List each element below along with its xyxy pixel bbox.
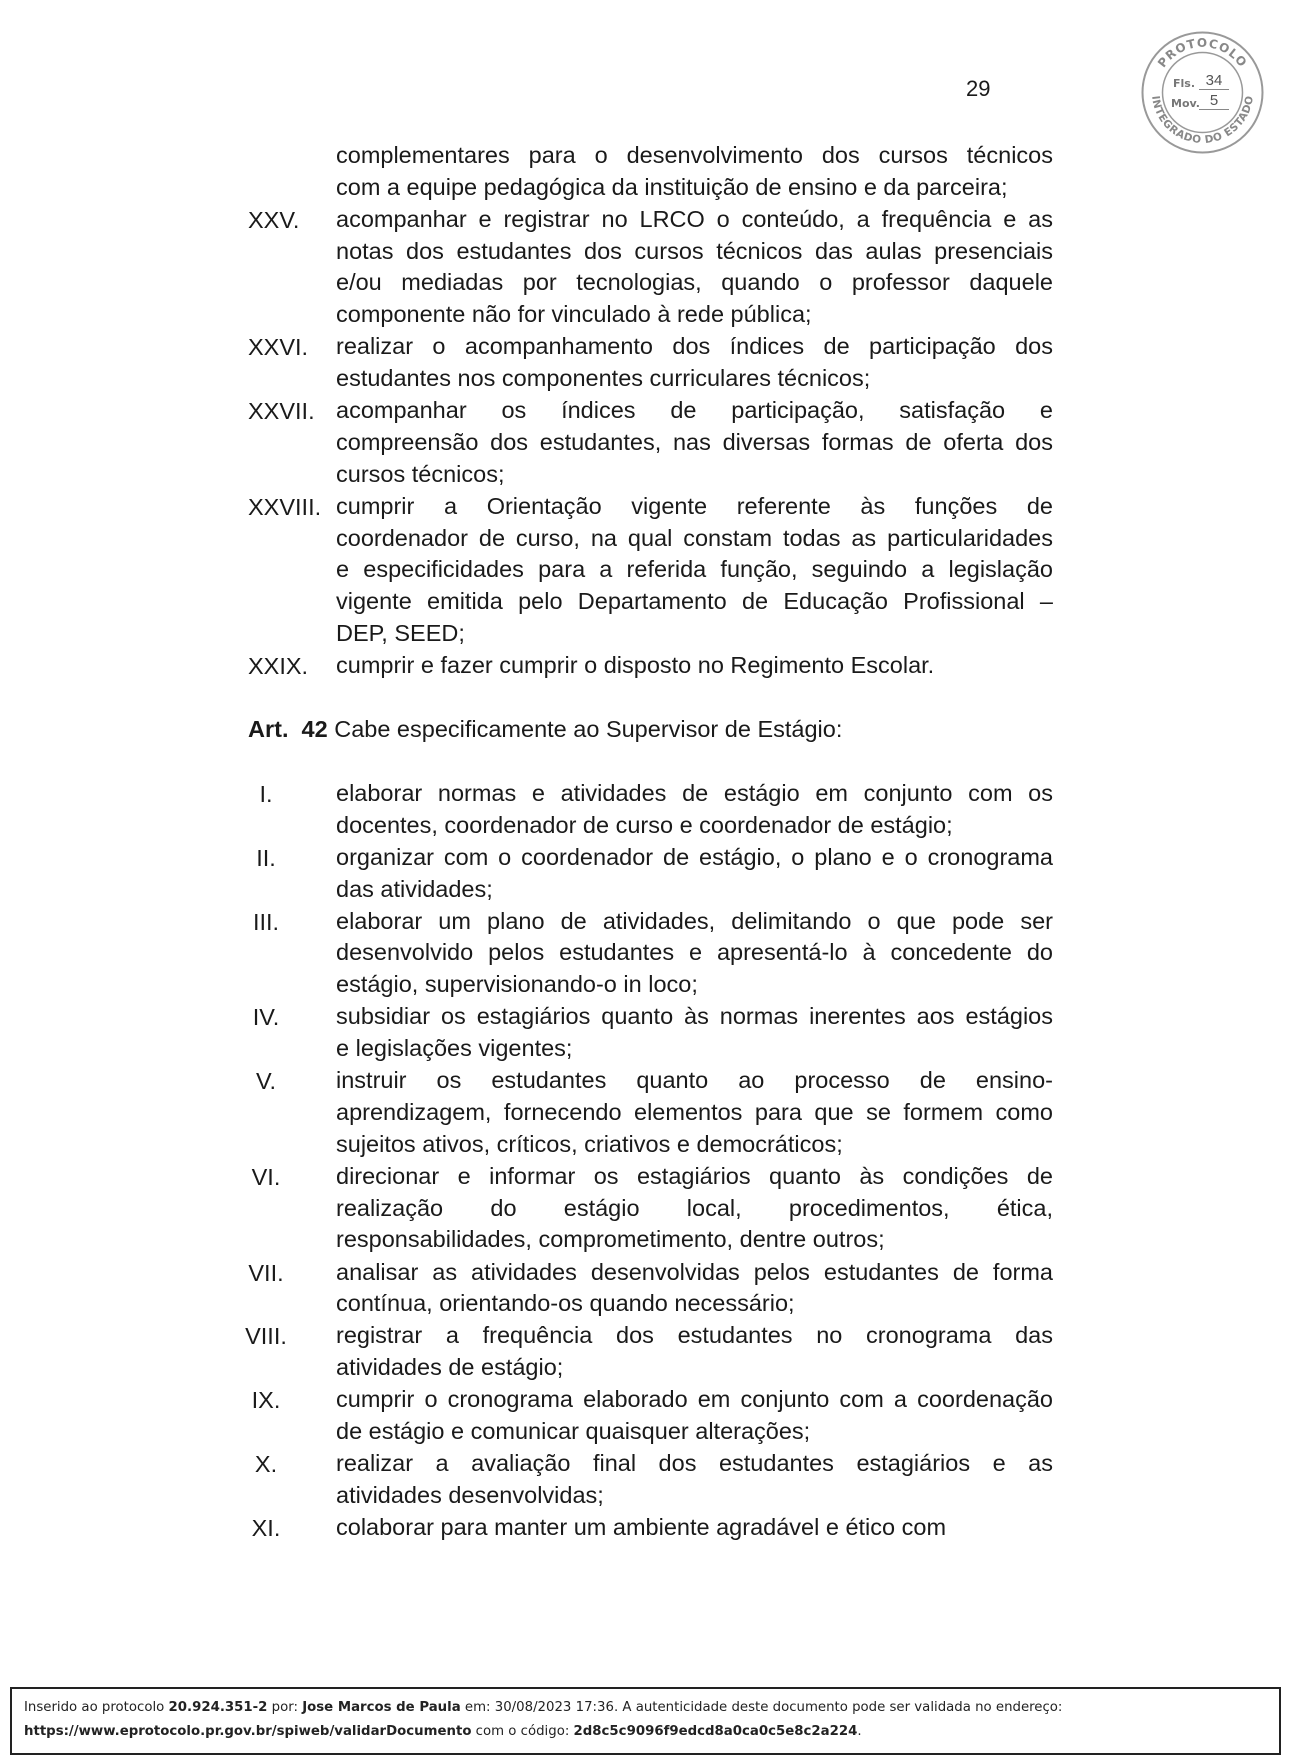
stamp-mov-value: 5 <box>1199 92 1229 110</box>
svg-text:INTEGRADO DO ESTADO: INTEGRADO DO ESTADO <box>1149 94 1257 147</box>
protocol-stamp <box>1140 30 1265 155</box>
text-line: complementares para o desenvolvimento dos cursos técnicos <box>336 142 1053 168</box>
text-line: estágio, supervisionando-o in loco; <box>336 971 698 998</box>
text-line: responsabilidades, comprometimento, dentre outros; <box>336 1226 885 1253</box>
footer-text: por: <box>267 1700 303 1715</box>
text-line: desenvolvido pelos estudantes e apresentá-lo à concedente do <box>336 939 1053 966</box>
text-line: realização do estágio local, procedimentos, ética, <box>336 1194 1053 1221</box>
list-item-text <box>336 1512 1053 1544</box>
text-line: atividades de estágio; <box>336 1354 564 1381</box>
text-line: coordenador de curso, na qual constam todas as particularidades <box>336 524 1053 551</box>
list-item-numeral: XI. <box>251 1514 281 1541</box>
list-item-numeral: XXVI. <box>248 334 309 361</box>
list-item-text <box>336 1448 1053 1512</box>
list-item-numeral: XXVII. <box>248 398 315 425</box>
list-item-text <box>336 1065 1053 1160</box>
article-label: Art. <box>248 716 289 742</box>
text-line: acompanhar e registrar no LRCO o conteúdo, a frequência e as <box>336 205 1053 232</box>
text-line: compreensão dos estudantes, nas diversas formas de oferta dos <box>336 428 1053 455</box>
text-line: realizar a avaliação final dos estudantes estagiários e as <box>336 1449 1053 1476</box>
text-line: das atividades; <box>336 875 493 902</box>
list-item-text <box>336 1257 1053 1321</box>
text-line: e especificidades para a referida função, seguindo a legislação <box>336 556 1053 583</box>
text-line: direcionar e informar os estagiários quanto às condições de <box>336 1162 1053 1189</box>
text-line: cursos técnicos; <box>336 460 505 487</box>
footer-protocol-number: 20.924.351-2 <box>168 1700 268 1715</box>
list-item-text <box>336 1384 1053 1448</box>
stamp-fls-value: 34 <box>1199 72 1229 90</box>
article-heading <box>248 713 842 745</box>
list-item-numeral: III. <box>252 908 280 935</box>
text-line: e/ou mediadas por tecnologias, quando o professor daquele <box>336 269 1053 296</box>
footer-text: . <box>857 1724 862 1739</box>
text-line: elaborar normas e atividades de estágio em conjunto com os <box>336 780 1053 806</box>
list-item-numeral: X. <box>254 1450 278 1477</box>
footer-text: em: 30/08/2023 17:36. A autenticidade deste documento pode ser validada no endereço: <box>460 1700 1063 1715</box>
list-item-numeral: VI. <box>251 1163 281 1190</box>
footer-text: com o código: <box>471 1724 574 1739</box>
text-line: notas dos estudantes dos cursos técnicos das aulas presenciais <box>336 237 1053 264</box>
text-line: analisar as atividades desenvolvidas pelos estudantes de forma <box>336 1258 1053 1285</box>
footer-validation-url[interactable]: https://www.eprotocolo.pr.gov.br/spiweb/validarDocumento <box>24 1724 472 1739</box>
text-line: elaborar um plano de atividades, delimitando o que pode ser <box>336 907 1053 934</box>
text-line: de estágio e comunicar quaisquer alterações; <box>336 1417 811 1444</box>
text-line: aprendizagem, fornecendo elementos para que se formem como <box>336 1098 1053 1125</box>
article-number: 42 <box>301 716 328 742</box>
list-item-text <box>336 491 1053 650</box>
list-item-text <box>336 1001 1053 1065</box>
list-item-text <box>336 395 1053 490</box>
list-item-numeral: XXVIII. <box>248 493 322 520</box>
list-item-numeral: V. <box>255 1068 277 1095</box>
list-item-numeral: XXIX. <box>248 653 309 680</box>
text-line: DEP, SEED; <box>336 620 465 647</box>
list-item-numeral: VIII. <box>245 1323 287 1350</box>
list-item-text <box>336 1161 1053 1256</box>
list-item-numeral: XXV. <box>248 206 300 233</box>
list-item-numeral: VII. <box>248 1259 284 1286</box>
footer-text: Inserido ao protocolo <box>24 1700 169 1715</box>
list-item-text <box>336 906 1053 1001</box>
list-item-text <box>336 842 1053 906</box>
text-line: docentes, coordenador de curso e coordenador de estágio; <box>336 811 953 838</box>
text-line: realizar o acompanhamento dos índices de participação dos <box>336 333 1053 360</box>
article-text: Cabe especificamente ao Supervisor de Estágio: <box>334 716 843 742</box>
text-line: acompanhar os índices de participação, satisfação e <box>336 397 1053 424</box>
text-line: subsidiar os estagiários quanto às normas inerentes aos estágios <box>336 1003 1053 1030</box>
text-line: colaborar para manter um ambiente agradável e ético com <box>336 1513 947 1540</box>
text-line: instruir os estudantes quanto ao processo de ensino- <box>336 1067 1053 1094</box>
list-item-numeral: IV. <box>252 1004 280 1031</box>
text-line: sujeitos ativos, críticos, criativos e democráticos; <box>336 1130 843 1157</box>
footer-validation-code: 2d8c5c9096f9edcd8a0ca0c5e8c2a224 <box>573 1724 858 1739</box>
text-line: organizar com o coordenador de estágio, o plano e o cronograma <box>336 843 1053 870</box>
list-item-numeral: II. <box>256 844 276 871</box>
text-line: e legislações vigentes; <box>336 1035 573 1062</box>
list-item-text <box>336 331 1053 395</box>
list-item-numeral: IX. <box>251 1387 281 1414</box>
stamp-mov-label: Mov. <box>1171 97 1200 110</box>
text-line: cumprir o cronograma elaborado em conjunto com a coordenação <box>336 1386 1053 1413</box>
list-item-numeral: I. <box>259 781 273 807</box>
text-line: com a equipe pedagógica da instituição de ensino e da parceira; <box>336 173 1008 200</box>
page-number: 29 <box>966 76 991 101</box>
list-item-text <box>336 650 1053 682</box>
svg-text:PROTOCOLO: PROTOCOLO <box>1155 35 1250 71</box>
text-line: contínua, orientando-os quando necessário; <box>336 1290 795 1317</box>
footer-author: Jose Marcos de Paula <box>302 1700 461 1715</box>
text-line: cumprir a Orientação vigente referente às funções de <box>336 492 1053 519</box>
text-line: componente não for vinculado à rede pública; <box>336 301 812 328</box>
authentication-footer <box>10 1687 1281 1755</box>
text-line: atividades desenvolvidas; <box>336 1481 604 1508</box>
list-item-text <box>336 204 1053 331</box>
text-line: registrar a frequência dos estudantes no cronograma das <box>336 1322 1053 1349</box>
stamp-fls-label: Fls. <box>1173 77 1196 90</box>
continuation-text <box>336 140 1053 204</box>
list-item-text <box>336 778 1053 842</box>
text-line: estudantes nos componentes curriculares técnicos; <box>336 365 871 392</box>
list-item-text <box>336 1320 1053 1384</box>
text-line: vigente emitida pelo Departamento de Educação Profissional – <box>336 588 1053 615</box>
text-line: cumprir e fazer cumprir o disposto no Regimento Escolar. <box>336 652 935 679</box>
